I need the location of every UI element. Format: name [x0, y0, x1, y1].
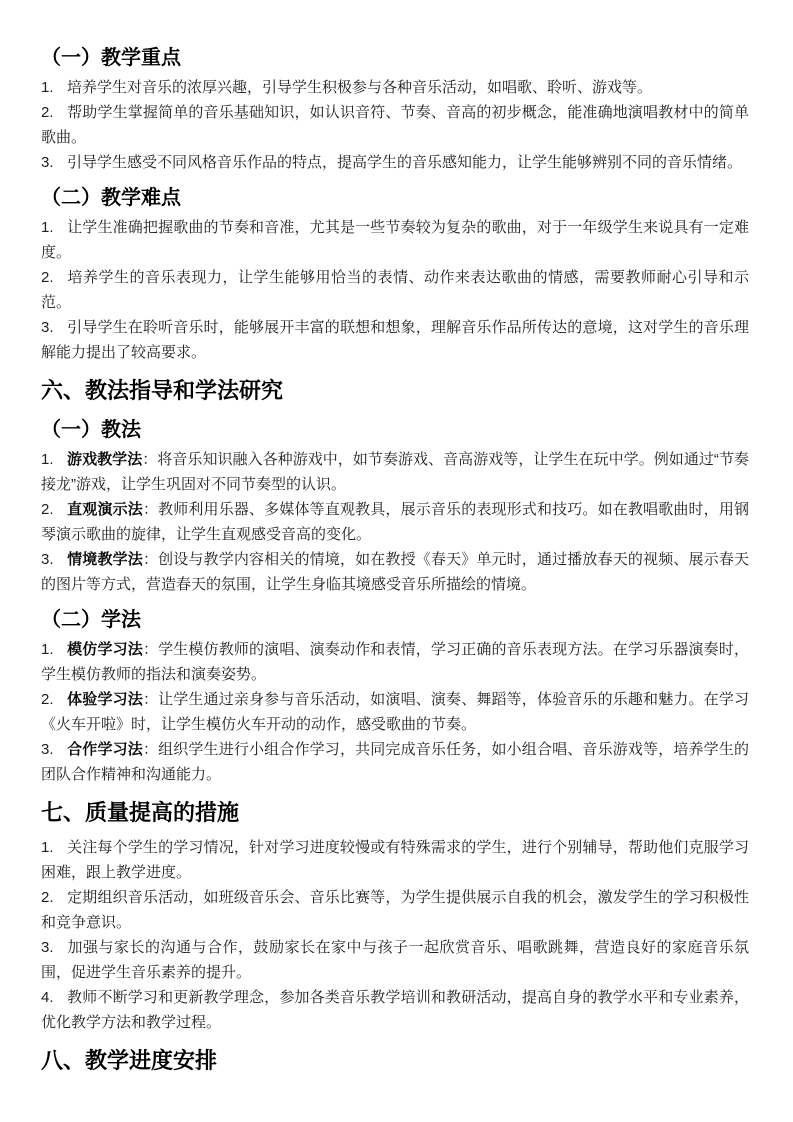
item-text: 让学生准确把握歌曲的节奏和音准，尤其是一些节奏较为复杂的歌曲，对于一年级学生来说具有一定难度。 — [41, 219, 749, 261]
item-text: 引导学生在聆听音乐时，能够展开丰富的联想和想象，理解音乐作品所传达的意境，这对学生的音乐理解能力提出了较高要求。 — [41, 319, 749, 361]
item-label: 体验学习法 — [67, 691, 143, 708]
list-item — [41, 547, 749, 597]
item-number: 1. — [41, 219, 54, 236]
item-number: 2. — [41, 269, 54, 286]
list-item — [41, 935, 749, 985]
item-label: 情境教学法 — [67, 551, 143, 568]
item-text: 定期组织音乐活动，如班级音乐会、音乐比赛等，为学生提供展示自我的机会，激发学生的学习积极性和竞争意识。 — [41, 889, 749, 931]
item-label: 直观演示法 — [67, 501, 143, 518]
item-text: ：教师利用乐器、多媒体等直观教具，展示音乐的表现形式和技巧。如在教唱歌曲时，用钢琴演示歌曲的旋律，让学生直观感受音高的变化。 — [41, 501, 749, 543]
item-number: 4. — [41, 989, 54, 1006]
item-text: 教师不断学习和更新教学理念，参加各类音乐教学培训和教研活动，提高自身的教学水平和专业素养，优化教学方法和教学过程。 — [41, 989, 749, 1031]
item-number: 3. — [41, 319, 54, 336]
item-number: 2. — [41, 691, 54, 708]
item-text: 引导学生感受不同风格音乐作品的特点，提高学生的音乐感知能力，让学生能够辨别不同的音乐情绪。 — [67, 154, 743, 171]
list-item — [41, 75, 749, 100]
item-number: 3. — [41, 551, 54, 568]
section-heading-teaching-schedule: 八、教学进度安排 — [41, 1048, 218, 1073]
subsection-heading-teaching-difficulties: （二）教学难点 — [41, 187, 181, 209]
subsection-heading-teaching-focus: （一）教学重点 — [41, 47, 181, 69]
section-heading-teaching-methods: 六、教法指导和学法研究 — [41, 378, 284, 403]
item-number: 2. — [41, 104, 54, 121]
item-text: ：让学生通过亲身参与音乐活动，如演唱、演奏、舞蹈等，体验音乐的乐趣和魅力。在学习《火车开啦》时，让学生模仿火车开动的动作，感受歌曲的节奏。 — [41, 691, 749, 733]
item-label: 合作学习法 — [67, 741, 143, 758]
list-item — [41, 985, 749, 1035]
subsection-heading-learning-approach: （二）学法 — [41, 609, 141, 631]
item-number: 1. — [41, 79, 54, 96]
item-number: 3. — [41, 741, 54, 758]
item-text: 关注每个学生的学习情况，针对学习进度较慢或有特殊需求的学生，进行个别辅导，帮助他们克服学习困难，跟上教学进度。 — [41, 839, 749, 881]
item-number: 2. — [41, 889, 54, 906]
item-number: 3. — [41, 939, 54, 956]
item-number: 1. — [41, 839, 54, 856]
item-number: 3. — [41, 154, 54, 171]
section-heading-quality-measures: 七、质量提高的措施 — [41, 800, 240, 825]
item-number: 1. — [41, 641, 54, 658]
list-item — [41, 315, 749, 365]
list-item — [41, 150, 749, 175]
list-item — [41, 885, 749, 935]
list-item — [41, 835, 749, 885]
subsection-heading-teaching-approach: （一）教法 — [41, 419, 141, 441]
item-text: ：将音乐知识融入各种游戏中，如节奏游戏、音高游戏等，让学生在玩中学。例如通过“节奏接龙”游戏，让学生巩固对不同节奏型的认识。 — [41, 451, 749, 493]
item-text: ：创设与教学内容相关的情境，如在教授《春天》单元时，通过播放春天的视频、展示春天的图片等方式，营造春天的氛围，让学生身临其境感受音乐所描绘的情境。 — [41, 551, 749, 593]
item-text: 培养学生的音乐表现力，让学生能够用恰当的表情、动作来表达歌曲的情感，需要教师耐心引导和示范。 — [41, 269, 749, 311]
item-text: 培养学生对音乐的浓厚兴趣，引导学生积极参与各种音乐活动，如唱歌、聆听、游戏等。 — [67, 79, 653, 96]
item-label: 游戏教学法 — [67, 451, 143, 468]
list-item — [41, 637, 749, 687]
item-number: 2. — [41, 501, 54, 518]
list-item — [41, 687, 749, 737]
item-number: 1. — [41, 451, 54, 468]
list-item — [41, 215, 749, 265]
item-text: 帮助学生掌握简单的音乐基础知识，如认识音符、节奏、音高的初步概念，能准确地演唱教材中的简单歌曲。 — [41, 104, 749, 146]
item-text: ：学生模仿教师的演唱、演奏动作和表情，学习正确的音乐表现方法。在学习乐器演奏时，学生模仿教师的指法和演奏姿势。 — [41, 641, 749, 683]
item-text: 加强与家长的沟通与合作，鼓励家长在家中与孩子一起欣赏音乐、唱歌跳舞，营造良好的家庭音乐氛围，促进学生音乐素养的提升。 — [41, 939, 749, 981]
list-item — [41, 447, 749, 497]
item-text: ：组织学生进行小组合作学习，共同完成音乐任务，如小组合唱、音乐游戏等，培养学生的团队合作精神和沟通能力。 — [41, 741, 749, 783]
list-item — [41, 100, 749, 150]
list-item — [41, 497, 749, 547]
list-item — [41, 737, 749, 787]
list-item — [41, 265, 749, 315]
item-label: 模仿学习法 — [67, 641, 143, 658]
